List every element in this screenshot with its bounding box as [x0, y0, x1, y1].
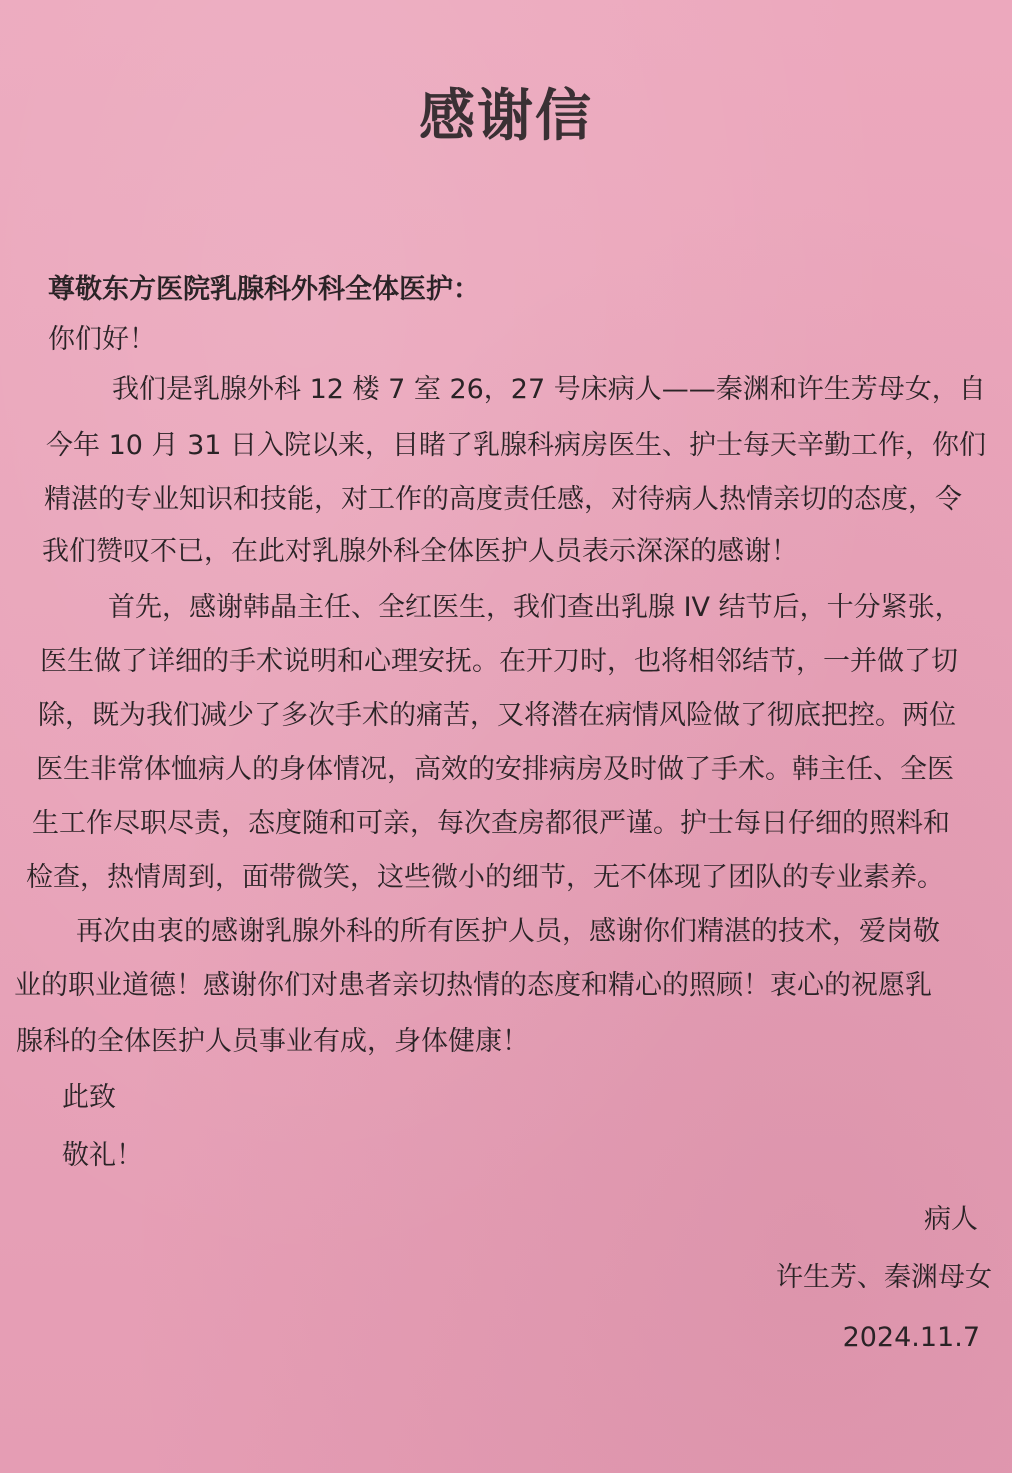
paragraph-line: 腺科的全体医护人员事业有成，身体健康！ [16, 1026, 529, 1057]
closing-line-2: 敬礼！ [62, 1140, 143, 1171]
paragraph-line: 精湛的专业知识和技能，对工作的高度责任感，对待病人热情亲切的态度，令 [44, 484, 962, 515]
paragraph-line: 除，既为我们减少了多次手术的痛苦，又将潜在病情风险做了彻底把控。两位 [38, 700, 956, 731]
paragraph-line: 我们赞叹不已，在此对乳腺外科全体医护人员表示深深的感谢！ [42, 536, 798, 567]
paragraph-line: 医生非常体恤病人的身体情况，高效的安排病房及时做了手术。韩主任、全医 [36, 754, 954, 785]
paragraph-line: 医生做了详细的手术说明和心理安抚。在开刀时，也将相邻结节，一并做了切 [40, 646, 958, 677]
letter-title: 感谢信 [419, 84, 593, 149]
salutation: 尊敬东方医院乳腺科外科全体医护： [48, 274, 480, 305]
paragraph-line: 我们是乳腺外科 12 楼 7 室 26，27 号床病人——秦渊和许生芳母女，自 [112, 374, 986, 405]
closing-line-1: 此致 [62, 1082, 116, 1113]
paragraph-line: 再次由衷的感谢乳腺外科的所有医护人员，感谢你们精湛的技术，爱岗敬 [76, 916, 940, 947]
paragraph-line: 生工作尽职尽责，态度随和可亲，每次查房都很严谨。护士每日仔细的照料和 [32, 808, 950, 839]
letter-date: 2024.11.7 [842, 1322, 980, 1353]
signature-role: 病人 [924, 1204, 978, 1235]
signature-names: 许生芳、秦渊母女 [776, 1262, 992, 1293]
greeting: 你们好！ [48, 324, 156, 355]
paragraph-line: 业的职业道德！感谢你们对患者亲切热情的态度和精心的照顾！衷心的祝愿乳 [14, 970, 932, 1001]
paragraph-line: 首先，感谢韩晶主任、全红医生，我们查出乳腺 IV 结节后，十分紧张， [108, 592, 962, 623]
paragraph-line: 检查，热情周到，面带微笑，这些微小的细节，无不体现了团队的专业素养。 [26, 862, 944, 893]
paragraph-line: 今年 10 月 31 日入院以来，目睹了乳腺科病房医生、护士每天辛勤工作，你们 [46, 430, 987, 461]
